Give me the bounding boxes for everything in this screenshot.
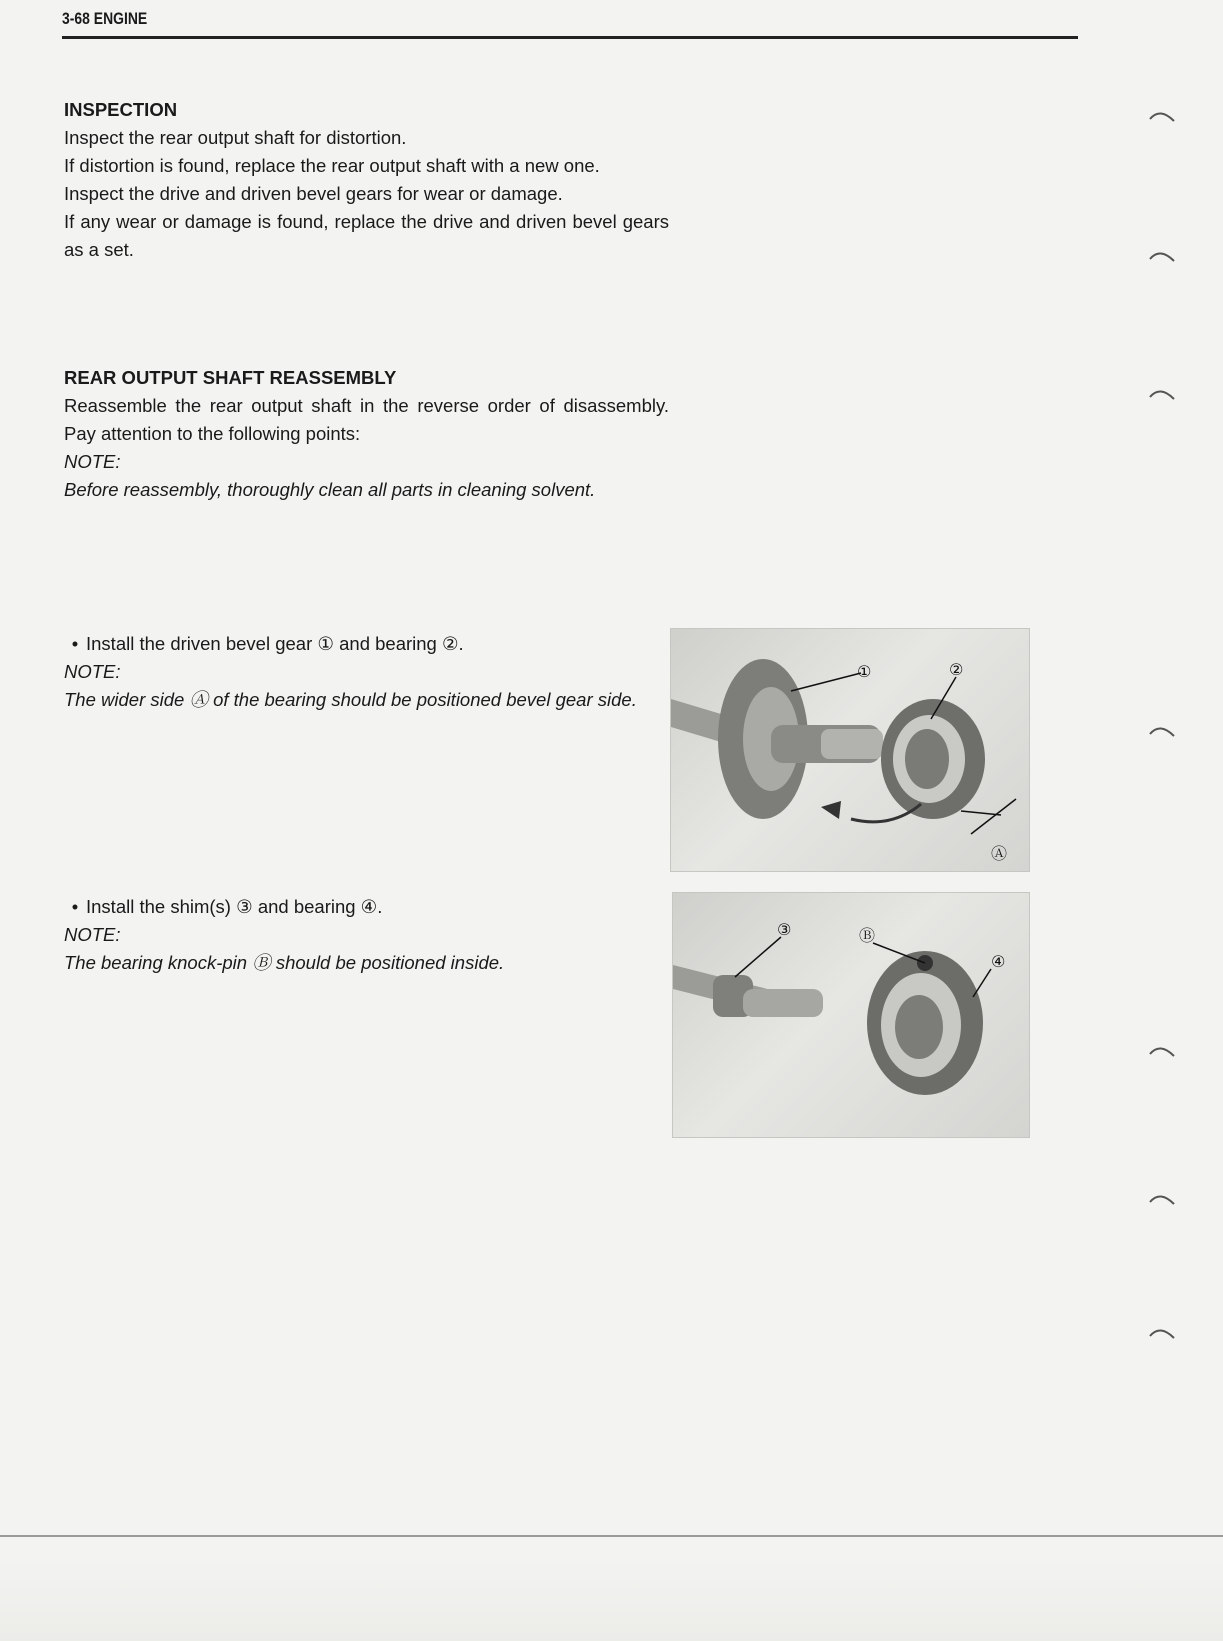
leader-line-3 — [735, 937, 781, 977]
binding-mark — [1148, 245, 1178, 265]
bevel-gear-bearing-photo — [670, 628, 1030, 872]
callout-a: Ⓐ — [991, 844, 1008, 863]
page-header — [62, 6, 1078, 39]
step1-line — [64, 630, 669, 658]
reassembly-section — [64, 364, 669, 504]
page-label: 3-68 ENGINE — [62, 9, 148, 28]
inspection-paragraph-1: Inspect the rear output shaft for distortion. — [64, 127, 407, 148]
reassembly-title: REAR OUTPUT SHAFT REASSEMBLY — [64, 367, 397, 388]
spline-end — [743, 989, 823, 1017]
binding-mark — [1148, 105, 1178, 125]
step2-note-text: The bearing knock-pin Ⓑ should be positioned inside. — [64, 952, 505, 973]
step1-text: Install the driven bevel gear ① and bearing ②. — [86, 633, 464, 654]
step2-text: Install the shim(s) ③ and bearing ④. — [86, 896, 383, 917]
step1-section — [64, 630, 669, 714]
step1-note-label: NOTE: — [64, 661, 121, 682]
dimension-arrow-a — [971, 799, 1016, 834]
reassembly-note-label: NOTE: — [64, 451, 121, 472]
callout-4: ④ — [991, 952, 1006, 971]
bearing-bore — [905, 729, 949, 789]
leader-line-1 — [791, 673, 861, 691]
step2-line — [64, 893, 669, 921]
binding-mark — [1148, 1322, 1178, 1342]
leader-line-4 — [973, 969, 991, 997]
callout-b: Ⓑ — [859, 926, 876, 945]
reassembly-note-text: Before reassembly, thoroughly clean all parts in cleaning solvent. — [64, 479, 596, 500]
callout-1: ① — [857, 662, 872, 681]
binding-mark — [1148, 383, 1178, 403]
shim-bearing-illustration — [673, 893, 1029, 1137]
inspection-section — [64, 96, 669, 264]
inspection-title: INSPECTION — [64, 99, 178, 120]
inspection-paragraph-3: Inspect the drive and driven bevel gears for wear or damage. — [64, 183, 563, 204]
shim-bearing-photo — [672, 892, 1030, 1138]
binding-mark — [1148, 1188, 1178, 1208]
footer-rule — [0, 1535, 1223, 1537]
bearing-bore — [895, 995, 943, 1059]
reassembly-intro: Reassemble the rear output shaft in the reverse order of disassembly. Pay attention to the following points: — [64, 395, 669, 444]
thread-end — [821, 729, 883, 759]
arrow-head — [821, 801, 841, 819]
bullet-dot: • — [71, 633, 79, 654]
callout-2: ② — [949, 660, 964, 679]
step2-section — [64, 893, 669, 977]
bevel-gear-illustration — [671, 629, 1029, 871]
binding-mark — [1148, 720, 1178, 740]
callout-3: ③ — [777, 920, 792, 939]
binding-mark — [1148, 1040, 1178, 1060]
footer-shade — [0, 1560, 1223, 1641]
step1-note-text: The wider side Ⓐ of the bearing should be positioned bevel gear side. — [64, 689, 637, 710]
bullet-dot: • — [71, 896, 79, 917]
step2-note-label: NOTE: — [64, 924, 121, 945]
inspection-paragraph-4: If any wear or damage is found, replace the drive and driven bevel gears as a set. — [64, 211, 669, 260]
inspection-paragraph-2: If distortion is found, replace the rear output shaft with a new one. — [64, 155, 600, 176]
